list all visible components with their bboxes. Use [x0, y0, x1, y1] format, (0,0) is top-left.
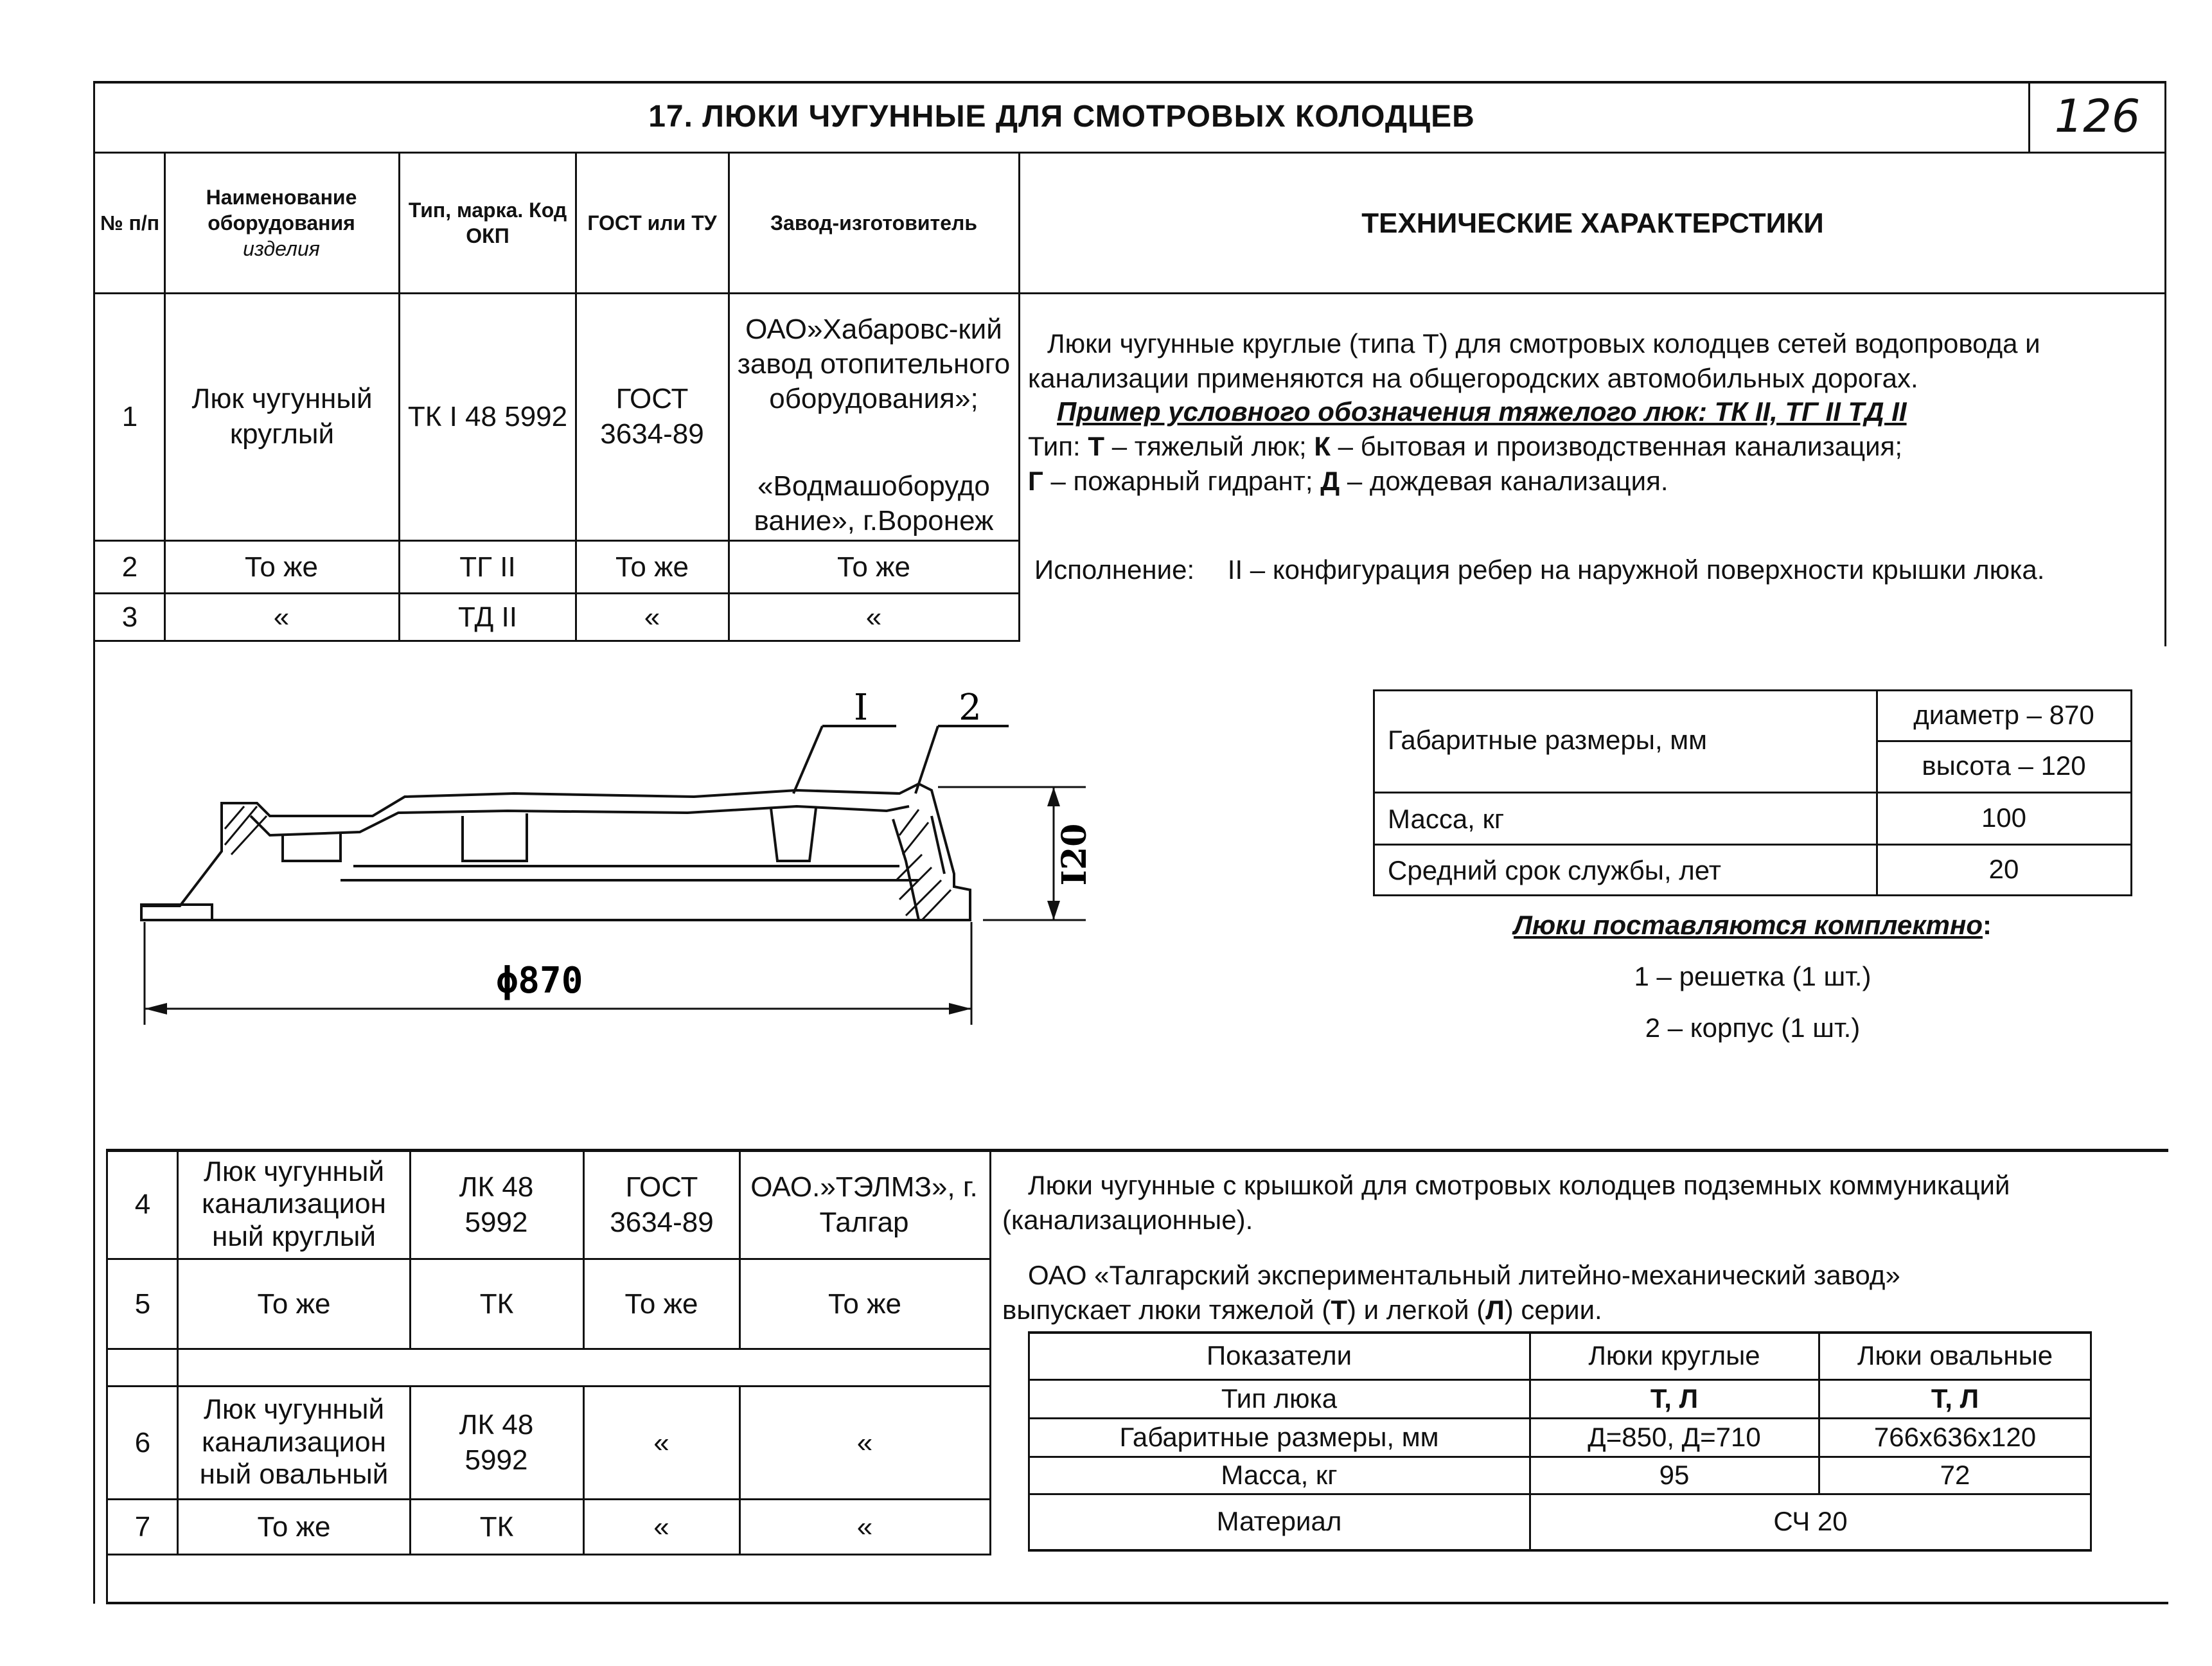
row1-maker-1: ОАО»Хабаровс-кий завод отопительного оборудования»; — [737, 314, 1011, 414]
hatch — [225, 806, 951, 920]
tech-top-execution — [1034, 553, 2088, 587]
row6-num: 6 — [134, 1426, 151, 1458]
arrow-up — [1047, 787, 1060, 806]
header-name — [166, 154, 397, 292]
row1-type: ТК I 48 5992 — [407, 400, 568, 432]
type-label: Тип: — [1028, 431, 1081, 461]
p2-l-letter: Л — [1485, 1294, 1505, 1325]
leader-1 — [793, 726, 822, 793]
manhole-drawing — [128, 668, 1094, 1028]
row4-name: Люк чугунный канализацион ный круглый — [202, 1155, 386, 1252]
header-num: № п/п — [100, 211, 160, 235]
row3-name: « — [273, 601, 290, 633]
row6-gost: « — [653, 1426, 669, 1458]
row6-maker: « — [856, 1426, 873, 1458]
cmp-type-oval: Т, Л — [1931, 1383, 1979, 1413]
supplied-title-colon: : — [1982, 909, 1992, 940]
p2-part-b: ) и легкой ( — [1347, 1294, 1486, 1325]
row7-maker: « — [856, 1511, 873, 1543]
spec-size-label: Габаритные размеры, мм — [1388, 725, 1708, 755]
row1-maker-2: «Водмашоборудо вание», г.Воронеж — [754, 470, 994, 536]
cmp-size-label: Габаритные размеры, мм — [1119, 1421, 1439, 1452]
row5-maker: То же — [827, 1288, 902, 1320]
supplied-item-2: 2 – корпус (1 шт.) — [1645, 1012, 1861, 1043]
header-type: Тип, марка. Код ОКП — [408, 199, 567, 247]
type-g-letter: Г — [1028, 466, 1043, 496]
type-d-letter: Д — [1320, 466, 1340, 496]
arrow-left — [145, 1003, 167, 1015]
tech-bottom-paragraph-1: Люки чугунные с крышкой для смотровых колодцев подземных коммуникаций (канализационные). — [1002, 1170, 2010, 1235]
row2-name: То же — [244, 551, 319, 583]
lid-contour — [251, 806, 909, 835]
type-k-text: – бытовая и производственная канализация; — [1338, 431, 1903, 461]
row4-num: 4 — [134, 1189, 151, 1220]
row2-num: 2 — [121, 551, 138, 583]
page-number: 126 — [2054, 90, 2141, 143]
row2-gost: То же — [615, 551, 689, 583]
spec-size-diameter: диаметр – 870 — [1913, 700, 2094, 731]
tech-top-types-1 — [1028, 429, 2165, 464]
supplied-item-1: 1 – решетка (1 шт.) — [1634, 961, 1871, 991]
height-label: I20 — [1055, 823, 1094, 886]
type-d-text: – дождевая канализация. — [1347, 466, 1668, 496]
header-name-main: Наименование оборудования — [206, 186, 357, 235]
body-outline — [141, 784, 970, 920]
row6-name: Люк чугунный канализацион ный овальный — [199, 1394, 389, 1491]
cmp-header-oval: Люки овальные — [1857, 1340, 2053, 1371]
cmp-size-round: Д=850, Д=710 — [1588, 1421, 1761, 1452]
arrow-down — [1047, 901, 1060, 920]
supplied-title — [1373, 906, 2132, 944]
type-t-text: – тяжелый люк; — [1111, 431, 1307, 461]
row1-gost: ГОСТ 3634-89 — [600, 383, 704, 450]
cmp-material-value: СЧ 20 — [1773, 1506, 1848, 1537]
row2-maker: То же — [836, 551, 911, 583]
p2-part-c: ) серии. — [1504, 1294, 1602, 1325]
p2-t-letter: Т — [1331, 1294, 1347, 1325]
cmp-mass-oval: 72 — [1940, 1459, 1970, 1490]
page-title: 17. ЛЮКИ ЧУГУННЫЕ ДЛЯ СМОТРОВЫХ КОЛОДЦЕВ — [648, 100, 1475, 134]
p2-part-a: ОАО «Талгарский экспериментальный литейно-механический завод» выпускает люки тяжелой ( — [1002, 1260, 1900, 1325]
cmp-type-round: Т, Л — [1650, 1383, 1699, 1413]
row7-name: То же — [257, 1511, 331, 1543]
spec-size-height: высота – 120 — [1922, 750, 2086, 781]
cmp-mass-label: Масса, кг — [1221, 1459, 1338, 1490]
header-maker: Завод-изготовитель — [770, 211, 978, 235]
arrow-right — [949, 1003, 971, 1015]
row7-type: ТК — [479, 1511, 514, 1543]
type-g-text: – пожарный гидрант; — [1050, 466, 1313, 496]
row1-num: 1 — [121, 400, 138, 432]
type-t-letter: Т — [1088, 431, 1105, 461]
row5-num: 5 — [134, 1288, 151, 1320]
row7-gost: « — [653, 1511, 669, 1543]
cmp-size-oval: 766х636х120 — [1873, 1421, 2037, 1452]
tech-bottom-paragraph-2 — [1002, 1258, 2030, 1327]
cmp-mass-round: 95 — [1659, 1459, 1690, 1490]
supplied-title-text: Люки поставляются комплектно — [1514, 909, 1983, 940]
cmp-material-label: Материал — [1216, 1506, 1342, 1537]
row4-maker: ОАО.»ТЭЛМЗ», г. Талгар — [750, 1171, 978, 1238]
row5-gost: То же — [624, 1288, 698, 1320]
header-gost: ГОСТ или ТУ — [587, 211, 717, 235]
row3-gost: « — [644, 601, 660, 633]
row4-type: ЛК 48 5992 — [459, 1171, 534, 1238]
spec-mass-value: 100 — [1981, 802, 2027, 833]
cmp-header-round: Люки круглые — [1588, 1340, 1760, 1371]
row1-name: Люк чугунный круглый — [191, 383, 373, 450]
header-name-sub: изделия — [243, 237, 320, 260]
header-tech: ТЕХНИЧЕСКИЕ ХАРАКТЕРСТИКИ — [1361, 207, 1824, 239]
exec-label: Исполнение: — [1034, 554, 1195, 585]
row6-type: ЛК 48 5992 — [459, 1409, 534, 1476]
tech-top-example: Пример условного обозначения тяжелого люк: ТК II, ТГ II ТД II — [1057, 396, 1907, 427]
row2-type: ТГ II — [459, 551, 516, 583]
row5-name: То же — [257, 1288, 331, 1320]
cmp-header-indicator: Показатели — [1206, 1340, 1352, 1371]
row3-num: 3 — [121, 601, 138, 633]
tech-top-types-2 — [1028, 464, 2165, 499]
row7-num: 7 — [134, 1511, 151, 1543]
tech-top-paragraph: Люки чугунные круглые (типа Т) для смотровых колодцев сетей водопровода и канализации применяются на общегородских автомобильных дорогах. — [1028, 328, 2040, 393]
type-k-letter: К — [1314, 431, 1331, 461]
row5-type: ТК — [479, 1288, 514, 1320]
spec-mass-label: Масса, кг — [1388, 804, 1505, 834]
diameter-label: ϕ870 — [496, 960, 583, 1002]
drawing-label-2: 2 — [959, 687, 982, 729]
exec-text: II – конфигурация ребер на наружной поверхности крышки люка. — [1227, 554, 2045, 585]
row3-maker: « — [865, 601, 882, 633]
row3-type: ТД II — [458, 601, 517, 633]
spec-life-label: Средний срок службы, лет — [1388, 855, 1722, 885]
cmp-type-label: Тип люка — [1221, 1383, 1338, 1413]
drawing-label-1: I — [853, 687, 869, 729]
row4-gost: ГОСТ 3634-89 — [610, 1171, 714, 1238]
spec-life-value: 20 — [1988, 854, 2019, 885]
